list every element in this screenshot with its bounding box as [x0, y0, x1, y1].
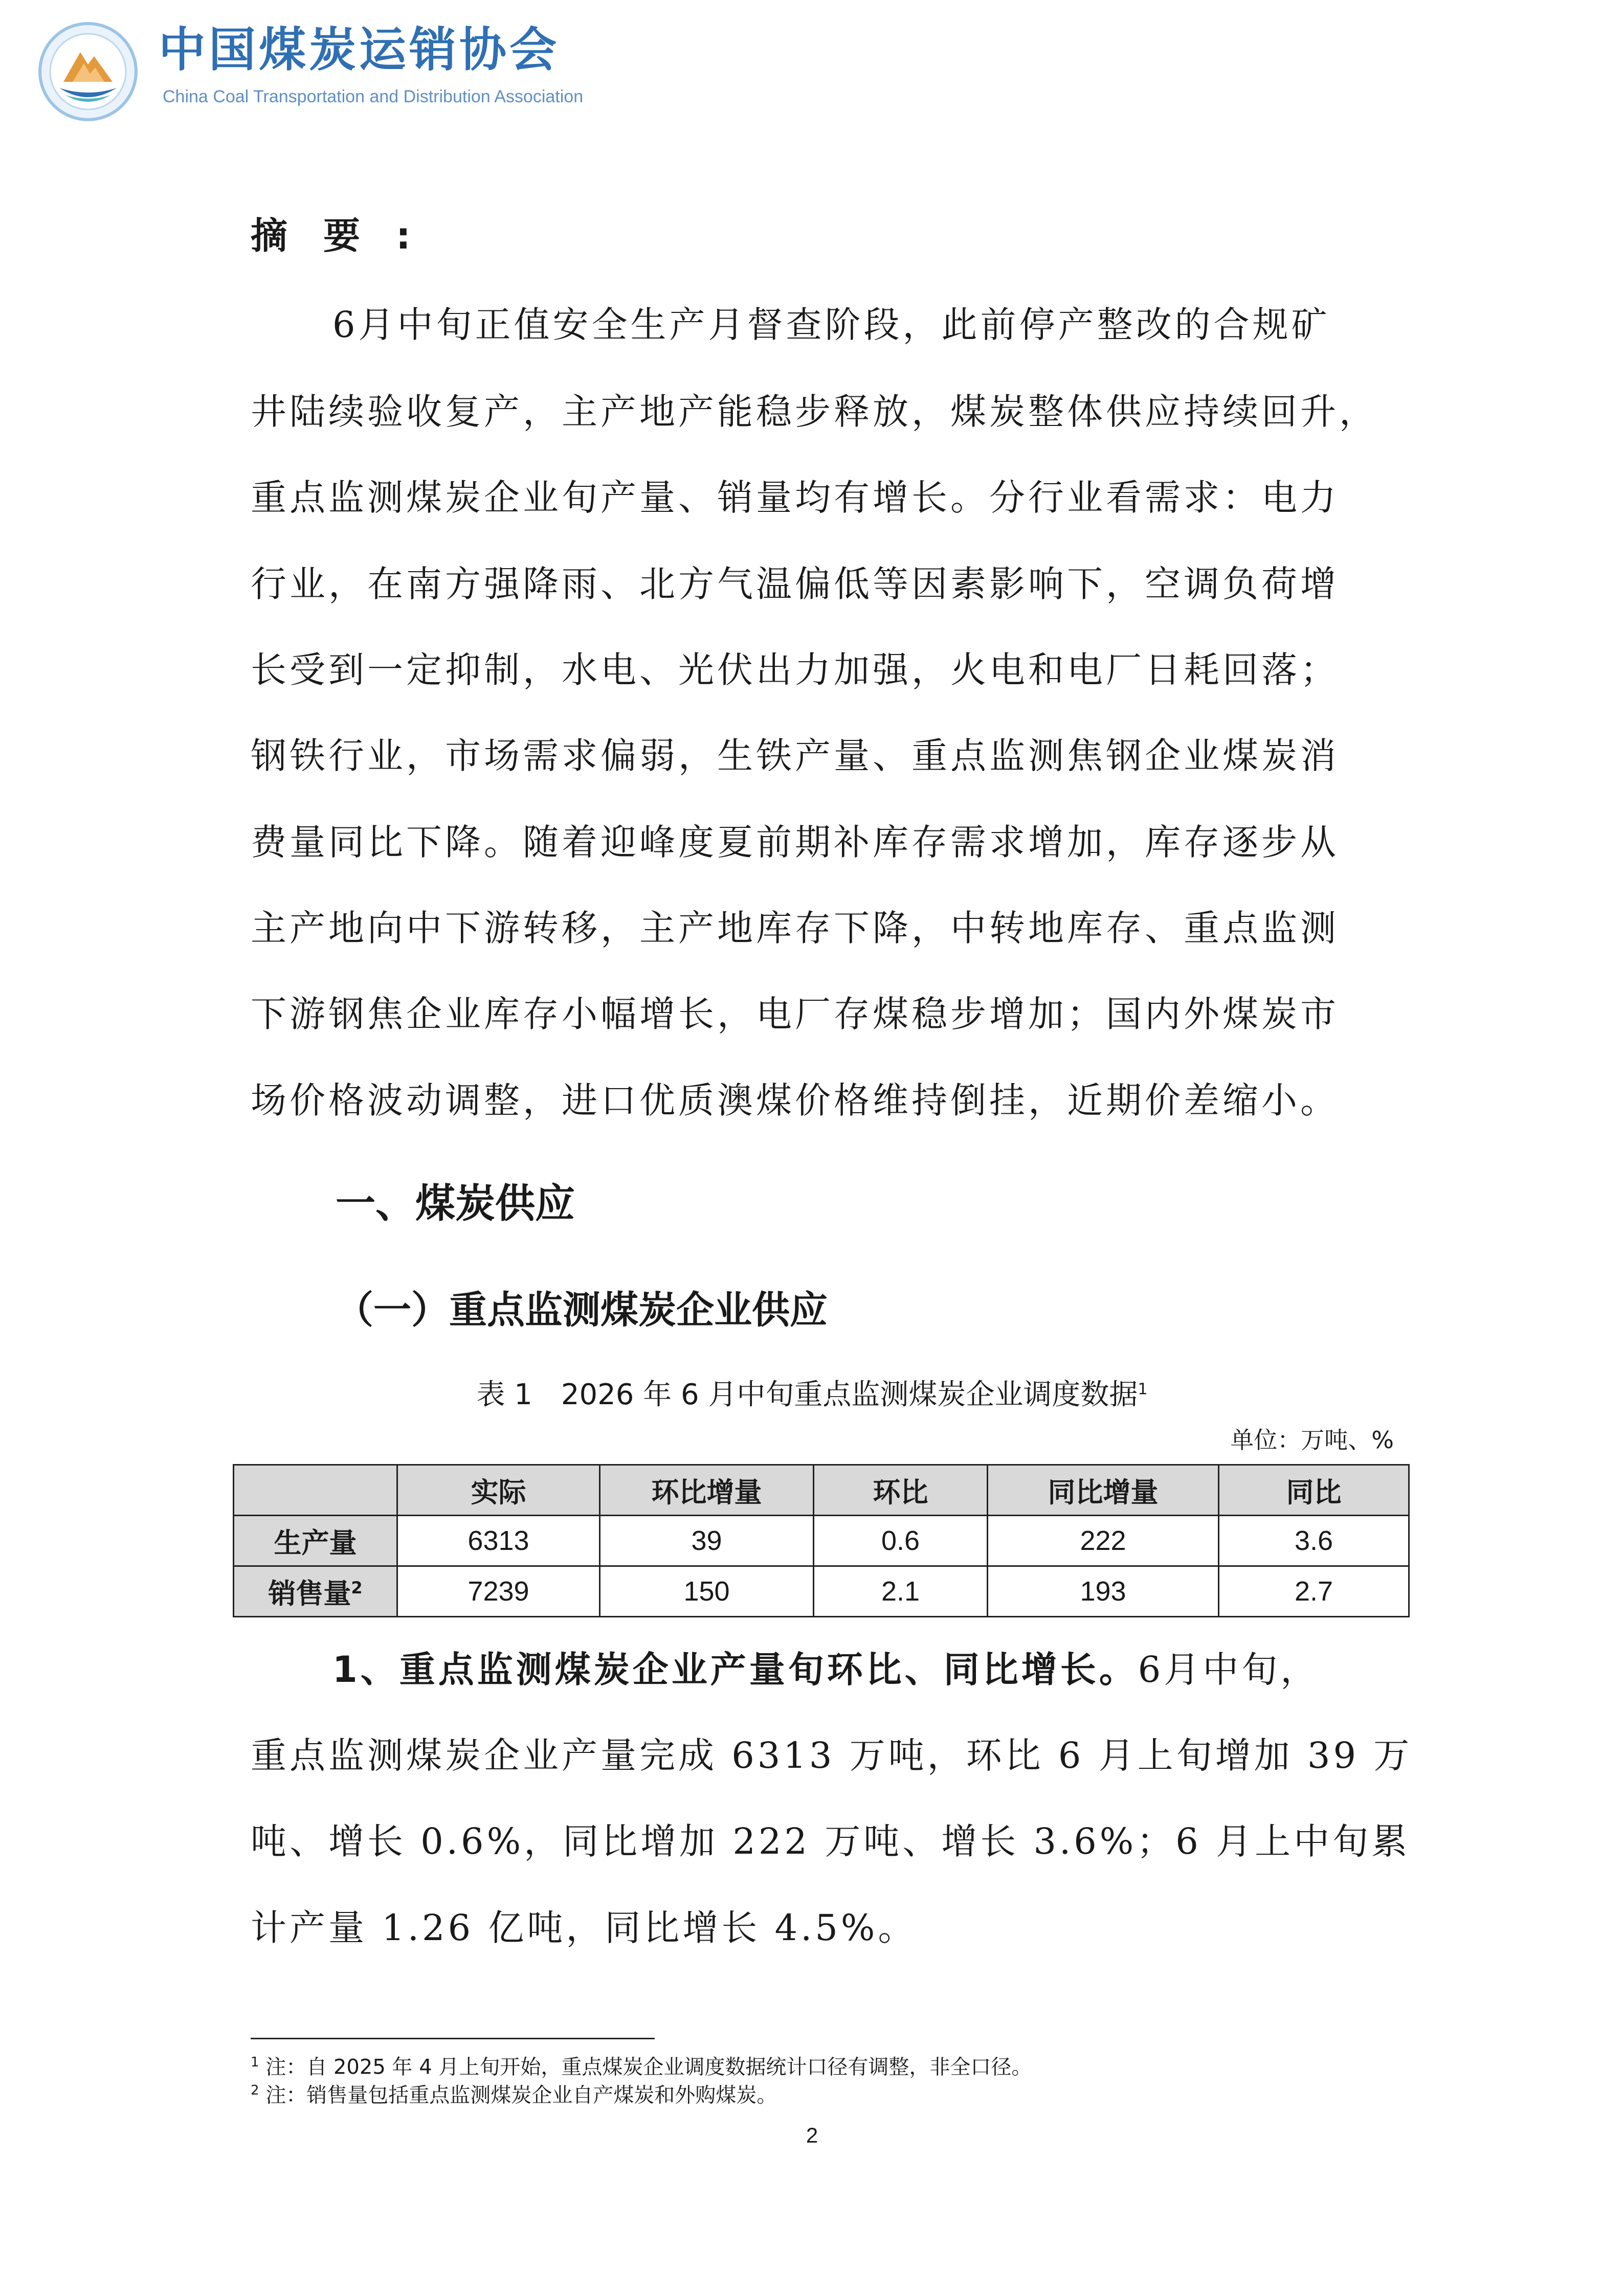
- association-logo-emblem: [37, 20, 139, 123]
- row-label: 生产量: [274, 1526, 357, 1559]
- paragraph-first-line: [332, 1649, 1320, 1691]
- abstract-line: 场价格波动调整，进口优质澳煤价格维持倒挂，近期价差缩小。: [251, 1079, 1339, 1121]
- footnote-mark: 2: [351, 1578, 363, 1597]
- row-header: [234, 1516, 397, 1566]
- column-header: 同比: [1219, 1465, 1409, 1516]
- abstract-line: 井陆续验收复产，主产地产能稳步释放，煤炭整体供应持续回升，: [251, 391, 1378, 433]
- table-row: [234, 1516, 1409, 1566]
- table-cell: 2.1: [814, 1566, 988, 1617]
- footnote-text: 注：自 2025 年 4 月上旬开始，重点煤炭企业调度数据统计口径有调整，非全口径。: [265, 2055, 1032, 2079]
- table-header-row: [234, 1465, 1409, 1516]
- org-name-english: China Coal Transportation and Distribution Association: [163, 87, 584, 106]
- paragraph-line: 重点监测煤炭企业产量完成 6313 万吨，环比 6 月上旬增加 39 万: [251, 1735, 1413, 1776]
- column-header: 环比增量: [600, 1465, 814, 1516]
- paragraph-lead-bold: 1、重点监测煤炭企业产量旬环比、同比增长。: [332, 1649, 1138, 1691]
- footnote: [251, 2056, 1032, 2077]
- footnote: [251, 2084, 777, 2105]
- paragraph-lead-rest: 6月中旬，: [1138, 1649, 1320, 1691]
- column-header: [234, 1465, 397, 1516]
- logo-icon: [37, 20, 139, 123]
- abstract-line: 6月中旬正值安全生产月督查阶段，此前停产整改的合规矿: [332, 304, 1330, 346]
- subsection-heading: （一）重点监测煤炭企业供应: [336, 1288, 828, 1332]
- section-heading: 一、煤炭供应: [336, 1181, 575, 1227]
- table-cell: 0.6: [814, 1516, 988, 1566]
- table-caption: [0, 1378, 1624, 1411]
- footnote-mark: 2: [251, 2083, 259, 2098]
- abstract-line: 长受到一定抑制，水电、光伏出力加强，火电和电厂日耗回落；: [251, 649, 1339, 691]
- abstract-line: 主产地向中下游转移，主产地库存下降，中转地库存、重点监测: [251, 907, 1339, 949]
- column-header: 同比增量: [988, 1465, 1219, 1516]
- abstract-line: 重点监测煤炭企业旬产量、销量均有增长。分行业看需求：电力: [251, 477, 1339, 519]
- table-cell: 193: [988, 1566, 1219, 1617]
- table-cell: 39: [600, 1516, 814, 1566]
- table-caption-text: 表 1 2026 年 6 月中旬重点监测煤炭企业调度数据: [476, 1378, 1138, 1411]
- column-header: 实际: [397, 1465, 600, 1516]
- table-cell: 3.6: [1219, 1516, 1409, 1566]
- data-table: [233, 1464, 1410, 1617]
- row-header: [234, 1566, 397, 1617]
- page-number: 2: [806, 2123, 818, 2147]
- table-row: [234, 1566, 1409, 1617]
- abstract-line: 费量同比下降。随着迎峰度夏前期补库存需求增加，库存逐步从: [251, 821, 1339, 863]
- row-label: 销售量: [268, 1577, 351, 1610]
- table-cell: 7239: [397, 1566, 600, 1617]
- footnote-text: 注：销售量包括重点监测煤炭企业自产煤炭和外购煤炭。: [265, 2083, 777, 2107]
- table-cell: 150: [600, 1566, 814, 1617]
- abstract-line: 行业，在南方强降雨、北方气温偏低等因素影响下，空调负荷增: [251, 563, 1339, 605]
- abstract-line: 钢铁行业，市场需求偏弱，生铁产量、重点监测焦钢企业煤炭消: [251, 735, 1339, 777]
- footnote-mark: 1: [1138, 1380, 1148, 1399]
- footnote-mark: 1: [251, 2055, 259, 2070]
- footnote-divider: [251, 2038, 655, 2039]
- table-cell: 2.7: [1219, 1566, 1409, 1617]
- abstract-heading: 摘要:: [251, 214, 447, 257]
- table-unit: 单位：万吨、%: [1230, 1426, 1394, 1454]
- abstract-line: 下游钢焦企业库存小幅增长，电厂存煤稳步增加；国内外煤炭市: [251, 993, 1339, 1035]
- paragraph-line: 计产量 1.26 亿吨，同比增长 4.5%。: [251, 1907, 917, 1949]
- table-cell: 6313: [397, 1516, 600, 1566]
- org-name: 中国煤炭运销协会: [159, 22, 560, 77]
- column-header: 环比: [814, 1465, 988, 1516]
- table-cell: 222: [988, 1516, 1219, 1566]
- paragraph-line: 吨、增长 0.6%，同比增加 222 万吨、增长 3.6%；6 月上中旬累: [251, 1820, 1411, 1862]
